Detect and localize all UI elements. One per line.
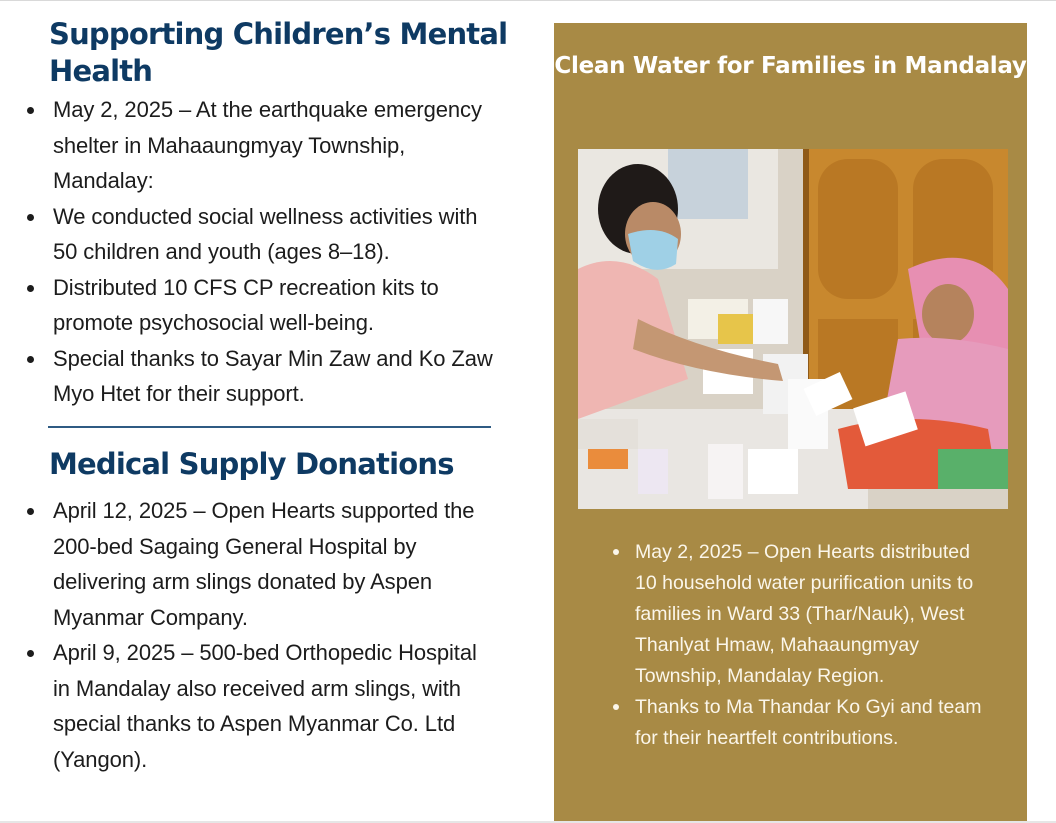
section-divider [48,426,491,428]
panel-title: Clean Water for Families in Mandalay [554,53,1027,79]
list-item-text: Special thanks to Sayar Min Zaw and Ko Zaw Myo Htet for their support. [53,345,493,406]
mental-health-list [0,92,500,412]
section-heading-medical-supply: Medical Supply Donations [49,447,454,481]
bullet-icon [27,107,34,114]
volunteer-child-photo [578,149,1008,509]
photo-illustration [578,149,1008,509]
list-item-text: April 12, 2025 – Open Hearts supported the 200-bed Sagaing General Hospital by delivering arm slings donated by Aspen Myanmar Company. [53,498,475,630]
list-item [0,199,500,270]
medical-supply-list [0,493,480,777]
list-item [0,270,500,341]
list-item-text: April 9, 2025 – 500-bed Orthopedic Hospital in Mandalay also received arm slings, with special thanks to Aspen Myanmar Co. Ltd (Yangon). [53,640,477,772]
list-item [554,537,994,692]
list-item [0,341,500,412]
list-item-text: Thanks to Ma Thandar Ko Gyi and team for their heartfelt contributions. [635,696,982,749]
bullet-icon [27,214,34,221]
bullet-icon [27,285,34,292]
list-item [0,493,480,635]
bullet-icon [27,650,34,657]
clean-water-list [554,537,994,754]
bullet-icon [27,508,34,515]
clean-water-panel [554,23,1027,821]
section-heading-mental-health: Supporting Children’s Mental Health [49,17,508,88]
list-item-text: May 2, 2025 – At the earthquake emergency shelter in Mahaaungmyay Township, Mandalay: [53,97,482,193]
bullet-icon [613,704,619,710]
list-item-text: Distributed 10 CFS CP recreation kits to promote psychosocial well-being. [53,274,439,335]
bullet-icon [613,549,619,555]
list-item-text: May 2, 2025 – Open Hearts distributed 10 household water purification units to families in Ward 33 (Thar/Nauk), West Thanlyat Hmaw, Mahaaungmyay Township, Mandalay Region. [635,541,974,687]
bullet-icon [27,356,34,363]
list-item [0,635,480,777]
list-item [554,692,994,754]
list-item-text: We conducted social wellness activities with 50 children and youth (ages 8–18). [53,203,478,264]
list-item [0,92,500,199]
